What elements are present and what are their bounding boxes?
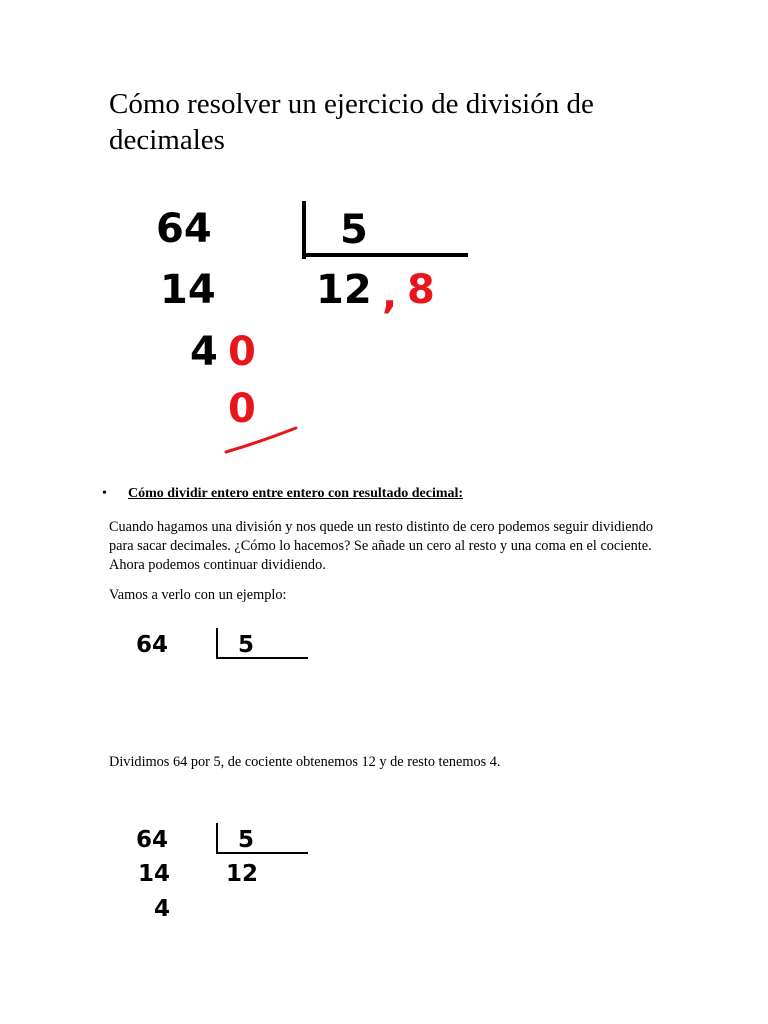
divisor: 5 (340, 207, 368, 253)
paragraph-example-intro: Vamos a verlo con un ejemplo: (109, 587, 287, 603)
underline-stroke (220, 420, 300, 460)
remainder-step-2-digit: 4 (190, 329, 218, 375)
appended-zero: 0 (228, 329, 256, 375)
remainder-step-1: 14 (138, 861, 171, 887)
dividend: 64 (136, 632, 169, 658)
bullet-heading: Cómo dividir entero entre entero con resultado decimal: (128, 486, 464, 501)
bullet-dot-icon: • (102, 486, 107, 501)
quotient-decimal: 8 (407, 267, 435, 313)
remainder-step-2: 4 (154, 896, 171, 922)
divisor: 5 (238, 632, 255, 658)
division-figure-step (130, 815, 320, 930)
division-bracket-horizontal (216, 852, 308, 854)
quotient-integer: 12 (316, 267, 372, 313)
quotient: 12 (226, 861, 259, 887)
division-bracket-vertical (216, 628, 218, 659)
division-bracket-vertical (302, 201, 306, 259)
paragraph-explanation: Cuando hagamos una división y nos quede un resto distinto de cero podemos seguir dividiendo para sacar decimales. ¿Cómo lo hacemos? Se añade un cero al resto y una coma en el cociente. Ahora podemos continuar dividiendo. (109, 519, 653, 573)
final-remainder: 0 (228, 386, 256, 432)
paragraph-first-step: Dividimos 64 por 5, de cociente obtenemos 12 y de resto tenemos 4. (109, 754, 501, 770)
divisor: 5 (238, 827, 255, 853)
division-bracket-horizontal (302, 253, 468, 257)
division-figure-full (150, 195, 470, 465)
quotient-comma: , (382, 272, 398, 318)
remainder-step-1: 14 (160, 267, 216, 313)
page-title: Cómo resolver un ejercicio de división de decimales (109, 88, 594, 156)
division-bracket-horizontal (216, 657, 308, 659)
division-bracket-vertical (216, 823, 218, 854)
dividend: 64 (136, 827, 169, 853)
dividend: 64 (156, 206, 212, 252)
division-figure-setup (130, 620, 320, 730)
